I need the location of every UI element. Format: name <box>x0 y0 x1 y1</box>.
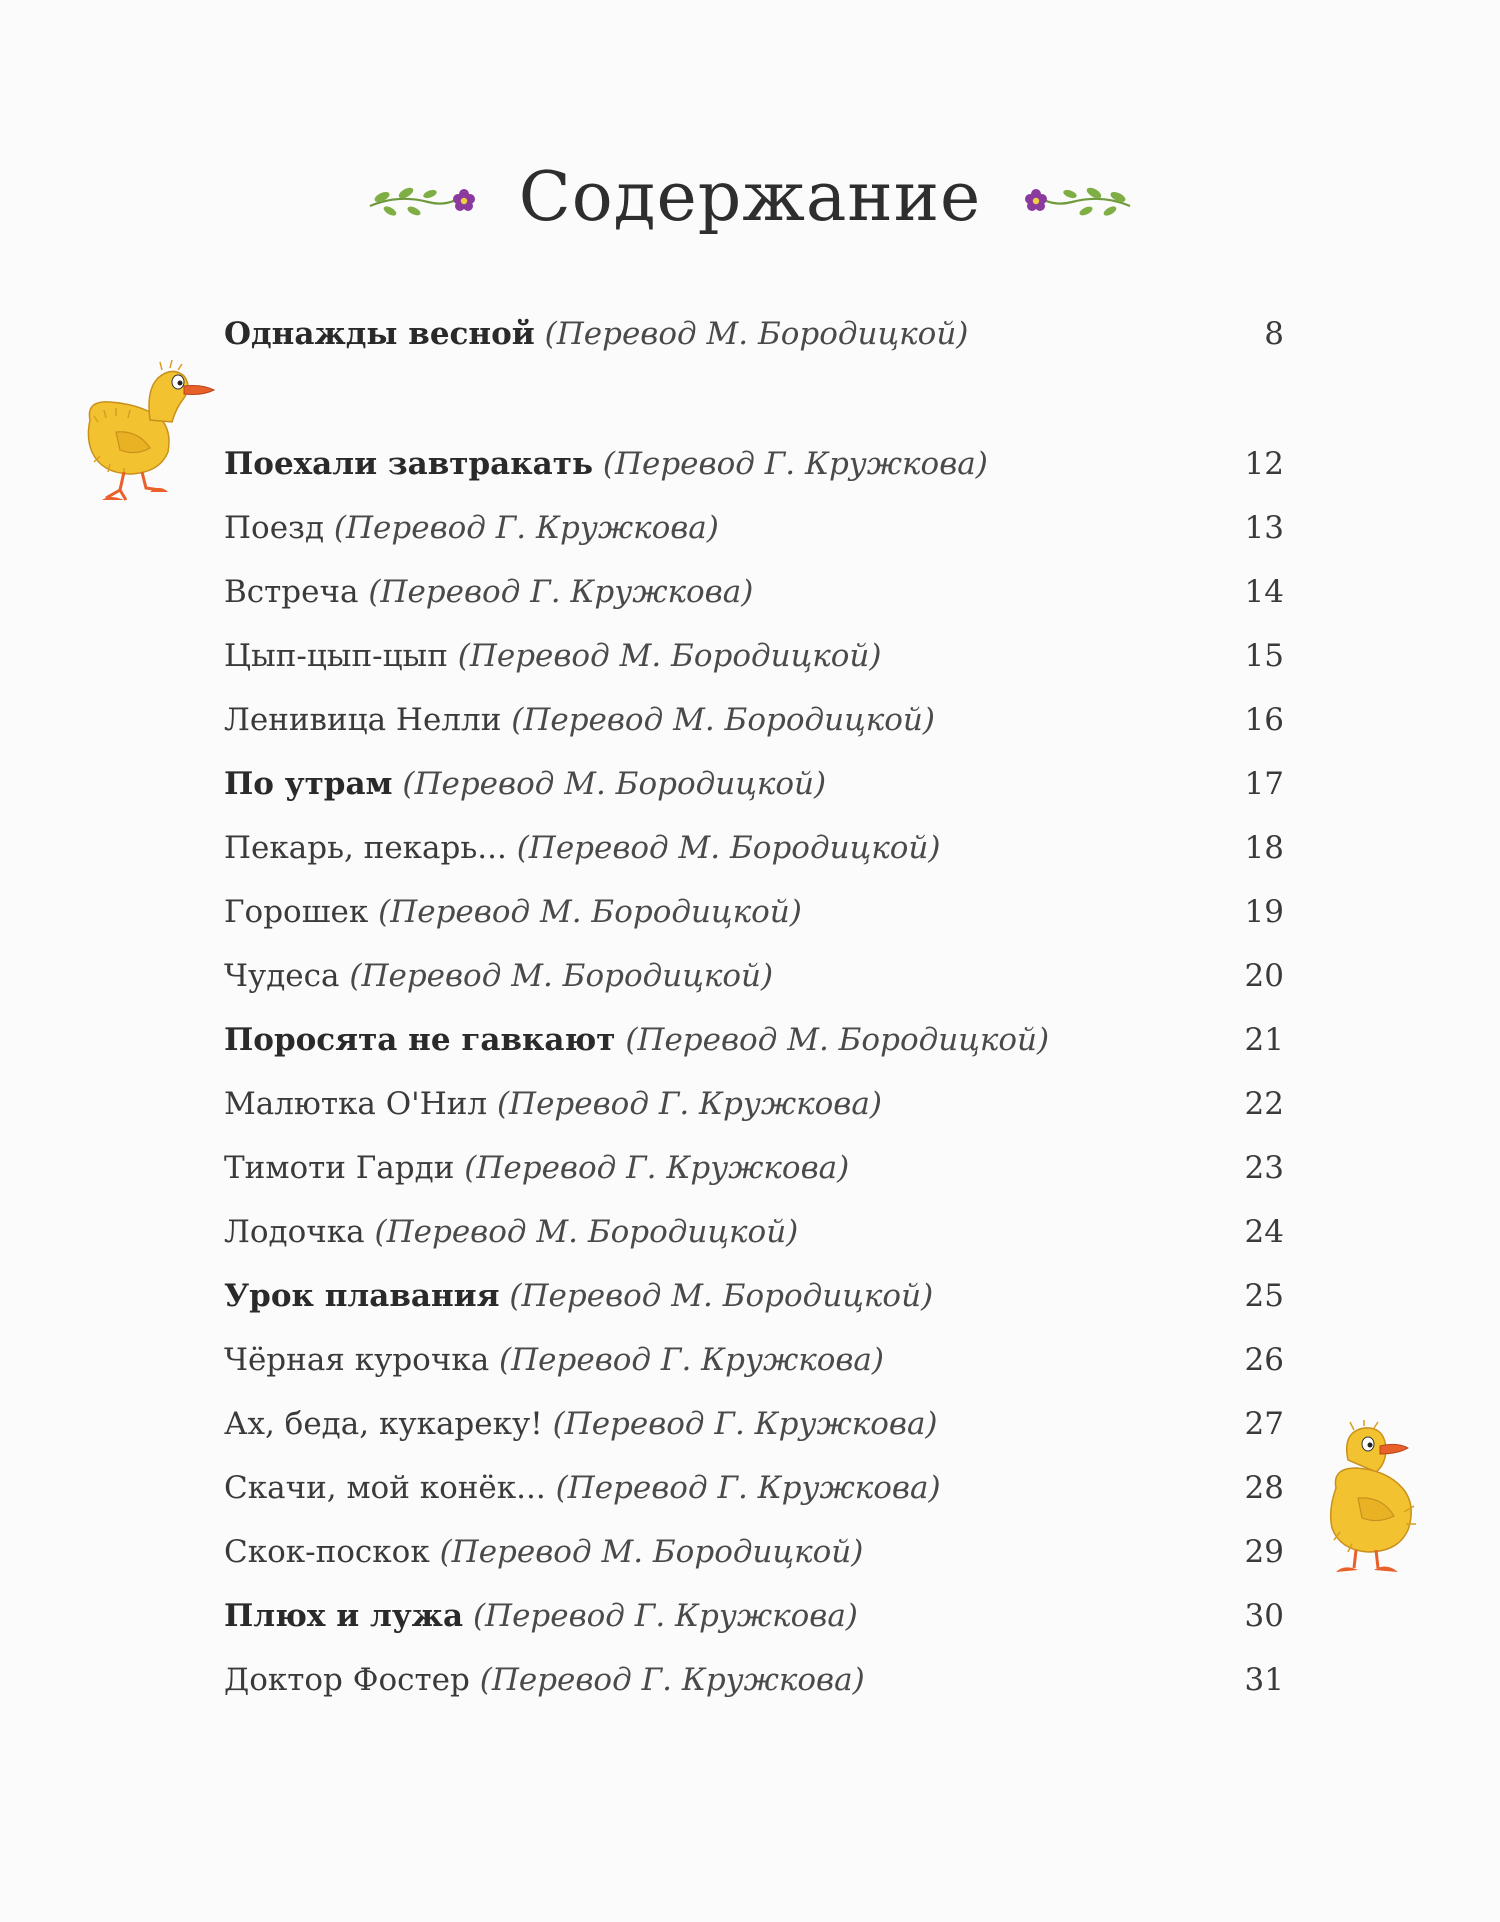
toc-entry-page-number: 13 <box>1244 510 1284 546</box>
toc-entry-title: Чёрная курочка <box>224 1342 490 1378</box>
toc-entry-translator: (Перевод М. Бородицкой) <box>625 1022 1050 1058</box>
toc-entry-title: Чудеса <box>224 958 340 994</box>
toc-entry-page-number: 23 <box>1244 1150 1284 1186</box>
toc-entry-title: Встреча <box>224 574 359 610</box>
toc-entry-page-number: 31 <box>1244 1662 1284 1698</box>
toc-entry-page-number: 30 <box>1244 1598 1284 1634</box>
toc-entry-title: Скок-поскок <box>224 1534 430 1570</box>
toc-entry-page-number: 12 <box>1244 446 1284 482</box>
toc-entry-title: Лодочка <box>224 1214 365 1250</box>
toc-entry-title: Плюх и лужа <box>224 1598 464 1634</box>
toc-entry <box>224 1080 1284 1128</box>
toc-entry <box>224 760 1284 808</box>
toc-entry-page-number: 8 <box>1264 316 1284 352</box>
toc-entry-title: Урок плавания <box>224 1278 500 1314</box>
toc-entry-title: Горошек <box>224 894 369 930</box>
toc-entry-page-number: 27 <box>1244 1406 1284 1442</box>
toc-entry-translator: (Перевод М. Бородицкой) <box>378 894 802 930</box>
toc-entry-translator: (Перевод Г. Кружкова) <box>555 1470 941 1506</box>
toc-entry <box>224 568 1284 616</box>
toc-entry <box>224 1272 1284 1320</box>
toc-entry-page-number: 19 <box>1244 894 1284 930</box>
toc-entry-page-number: 14 <box>1244 574 1284 610</box>
toc-entry-title: По утрам <box>224 766 393 802</box>
toc-entry <box>224 1144 1284 1192</box>
toc-entry <box>224 1592 1284 1640</box>
toc-entry-translator: (Перевод М. Бородицкой) <box>457 638 882 674</box>
toc-entry-page-number: 22 <box>1244 1086 1284 1122</box>
toc-entry <box>224 1656 1284 1704</box>
toc-entry <box>224 1400 1284 1448</box>
toc-entry <box>224 1464 1284 1512</box>
toc-entry <box>224 504 1284 552</box>
toc-entry-translator: (Перевод Г. Кружкова) <box>552 1406 938 1442</box>
page-title: Содержание <box>518 157 982 237</box>
toc-entry-translator: (Перевод М. Бородицкой) <box>402 766 827 802</box>
toc-entry-title: Цып-цып-цып <box>224 638 448 674</box>
toc-entry-translator: (Перевод М. Бородицкой) <box>349 958 774 994</box>
toc-entry-translator: (Перевод М. Бородицкой) <box>439 1534 864 1570</box>
toc-entry-page-number: 15 <box>1244 638 1284 674</box>
toc-entry-page-number: 24 <box>1244 1214 1284 1250</box>
toc-entry-title: Поросята не гавкают <box>224 1022 616 1058</box>
toc-entry-title: Скачи, мой конёк... <box>224 1470 546 1506</box>
toc-entry-page-number: 28 <box>1244 1470 1284 1506</box>
duckling-standing-icon <box>1318 1420 1428 1584</box>
toc-entry <box>224 696 1284 744</box>
toc-entry-page-number: 16 <box>1244 702 1284 738</box>
toc-entry-title: Ленивица Нелли <box>224 702 502 738</box>
toc-entry-title: Ах, беда, кукареку! <box>224 1406 543 1442</box>
toc-entry-translator: (Перевод М. Бородицкой) <box>374 1214 799 1250</box>
toc-entry-translator: (Перевод М. Бородицкой) <box>544 316 969 352</box>
toc-entry <box>224 1336 1284 1384</box>
toc-entry-page-number: 21 <box>1244 1022 1284 1058</box>
toc-entry-translator: (Перевод Г. Кружкова) <box>602 446 988 482</box>
duckling-walking-icon <box>80 360 220 514</box>
toc-entry <box>224 824 1284 872</box>
toc-entry-title: Доктор Фостер <box>224 1662 470 1698</box>
toc-entry-translator: (Перевод Г. Кружкова) <box>333 510 719 546</box>
toc-entry-title: Пекарь, пекарь... <box>224 830 507 866</box>
toc-entry-page-number: 26 <box>1244 1342 1284 1378</box>
toc-entry-translator: (Перевод М. Бородицкой) <box>509 1278 934 1314</box>
toc-entry-translator: (Перевод Г. Кружкова) <box>479 1662 865 1698</box>
toc-entry-translator: (Перевод Г. Кружкова) <box>368 574 754 610</box>
toc-entry-translator: (Перевод М. Бородицкой) <box>516 830 941 866</box>
toc-entry-page-number: 20 <box>1244 958 1284 994</box>
toc-entry-title: Поехали завтракать <box>224 446 593 482</box>
toc-entry <box>224 888 1284 936</box>
toc-entry-translator: (Перевод Г. Кружкова) <box>472 1598 858 1634</box>
toc-entry <box>224 632 1284 680</box>
toc-entry <box>224 1528 1284 1576</box>
toc-entry-translator: (Перевод Г. Кружкова) <box>499 1342 885 1378</box>
toc-entry-page-number: 17 <box>1244 766 1284 802</box>
toc-entry-title: Поезд <box>224 510 325 546</box>
toc-entry-page-number: 29 <box>1244 1534 1284 1570</box>
toc-entry-page-number: 18 <box>1244 830 1284 866</box>
toc-entry <box>224 952 1284 1000</box>
toc-entry <box>224 310 1284 358</box>
toc-entry <box>224 1016 1284 1064</box>
toc-entry-translator: (Перевод М. Бородицкой) <box>511 702 935 738</box>
toc-entry-translator: (Перевод Г. Кружкова) <box>464 1150 850 1186</box>
toc-entry <box>224 440 1284 488</box>
toc-entry-title: Тимоти Гарди <box>224 1150 455 1186</box>
toc-entry-title: Малютка О'Нил <box>224 1086 488 1122</box>
toc-entry-translator: (Перевод Г. Кружкова) <box>496 1086 882 1122</box>
toc-entry-title: Однажды весной <box>224 316 535 352</box>
toc-entry-page-number: 25 <box>1244 1278 1284 1314</box>
toc-entry <box>224 1208 1284 1256</box>
